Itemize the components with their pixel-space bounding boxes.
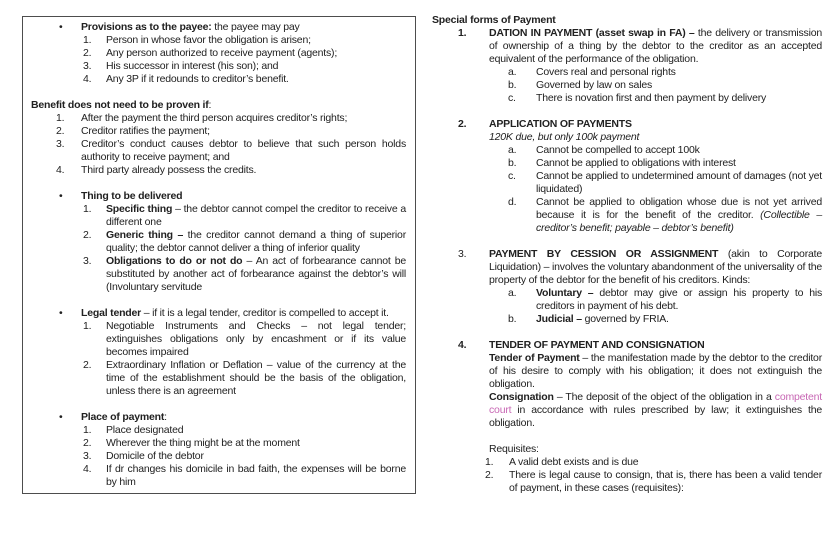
text-run: Cannot be compelled to accept 100k	[536, 144, 700, 156]
list-marker: b.	[508, 79, 517, 91]
list-marker: 4.	[83, 463, 92, 475]
list-marker: 4.	[458, 339, 467, 351]
list-item	[23, 125, 415, 138]
list-marker: 1.	[83, 34, 92, 46]
list-marker: 3.	[83, 450, 92, 462]
text-run: Creditor ratifies the payment;	[81, 125, 210, 137]
list-item	[23, 424, 415, 437]
text-run: – if it is a legal tender, creditor is compelled to accept it.	[141, 307, 389, 319]
item-text	[106, 463, 406, 488]
text-run: Cannot be applied to obligations with interest	[536, 157, 736, 169]
item-text	[81, 112, 347, 124]
list-item	[432, 339, 822, 352]
item-text	[81, 125, 210, 137]
text-run: governed by FRIA.	[581, 313, 669, 325]
text-run: Covers real and personal rights	[536, 66, 676, 78]
text-run: Special forms of Payment	[432, 14, 556, 26]
item-text	[81, 21, 300, 33]
list-item	[23, 463, 415, 489]
list-item	[23, 60, 415, 73]
item-text	[536, 157, 736, 169]
item-text	[106, 34, 311, 46]
list-item	[432, 79, 822, 92]
text-run: Governed by law on sales	[536, 79, 653, 91]
list-marker: c.	[508, 92, 516, 104]
bullet-icon: •	[59, 21, 63, 33]
blank-line	[23, 294, 415, 307]
text-run: Obligations to do or not do	[106, 255, 243, 267]
item-text	[106, 320, 406, 358]
text-run: the creditor cannot demand a thing of superior quality; the debtor cannot deliver a thing of inferior quality	[106, 229, 406, 254]
text-run: Thing to be delivered	[81, 190, 183, 202]
list-marker: 4.	[83, 73, 92, 85]
list-marker: 2.	[83, 359, 92, 371]
text-run: Extraordinary Inflation or Deflation – value of the currency at the time of the establishment should be the basis of the obligation, unless there is an agreement	[106, 359, 406, 397]
list-marker: 2.	[485, 469, 494, 481]
list-marker: a.	[508, 144, 517, 156]
item-text	[106, 450, 204, 462]
blank-line	[432, 235, 822, 248]
right-column	[432, 14, 822, 495]
list-item	[23, 437, 415, 450]
item-text	[106, 60, 278, 72]
item-text	[106, 229, 406, 254]
list-item	[432, 118, 822, 131]
item-text	[536, 92, 766, 104]
text-run: A valid debt exists and is due	[509, 456, 639, 468]
text-run: His successor in interest (his son); and	[106, 60, 279, 72]
item-text	[509, 469, 822, 494]
list-marker: 2.	[83, 47, 92, 59]
list-item	[432, 287, 822, 313]
item-text	[489, 27, 822, 65]
text-run: – An act of forbearance cannot be substituted by another act of forbearance against the debtor’s will (Involuntary servitude	[106, 255, 407, 293]
text-run: – the manifestation made by the debtor to the creditor of his desire to comply with his obligation; it does not extinguish the obligation.	[489, 352, 822, 390]
text-run: Specific thing	[106, 203, 173, 215]
list-item	[432, 469, 822, 495]
list-marker: 3.	[458, 248, 467, 260]
item-text	[106, 47, 337, 59]
list-marker: b.	[508, 313, 517, 325]
list-marker: a.	[508, 66, 517, 78]
paragraph	[432, 131, 822, 144]
text-run: Person in whose favor the obligation is arisen;	[106, 34, 311, 46]
list-marker: c.	[508, 170, 516, 182]
list-marker: 1.	[56, 112, 65, 124]
list-item	[432, 66, 822, 79]
list-marker: 1.	[83, 424, 92, 436]
item-text	[106, 255, 406, 293]
text-run: Cannot be applied to obligation whose due is not yet arrived because it is for the benefit of the creditor.	[536, 196, 822, 221]
list-item	[432, 248, 822, 287]
list-marker: d.	[508, 196, 517, 208]
list-marker: 2.	[458, 118, 467, 130]
text-run: in accordance with rules prescribed by law; it extinguishes the obligation.	[489, 404, 822, 429]
text-run: Third party already possess the credits.	[81, 164, 257, 176]
paragraph	[432, 391, 822, 430]
paragraph	[432, 352, 822, 391]
item-text	[489, 352, 822, 390]
blank-line	[23, 177, 415, 190]
list-item	[432, 456, 822, 469]
item-text	[81, 411, 167, 423]
item-text	[81, 190, 182, 202]
text-run: (Collectible – creditor’s benefit; payable – debtor’s benefit)	[536, 209, 822, 234]
text-run: DATION IN PAYMENT (asset swap in FA) –	[489, 27, 695, 39]
list-item	[23, 73, 415, 86]
item-text	[106, 437, 300, 449]
item-text	[81, 164, 256, 176]
bullet-item	[23, 21, 415, 34]
text-run: Judicial –	[536, 313, 582, 325]
list-item	[432, 92, 822, 105]
text-run: There is legal cause to consign, that is, there has been a valid tender of payment, in these cases (requisites):	[509, 469, 822, 494]
list-item	[23, 229, 415, 255]
list-item	[432, 157, 822, 170]
text-run: APPLICATION OF PAYMENTS	[489, 118, 632, 130]
blank-line	[432, 430, 822, 443]
item-text	[489, 131, 639, 143]
list-marker: a.	[508, 287, 517, 299]
text-run: TENDER OF PAYMENT AND CONSIGNATION	[489, 339, 705, 351]
list-item	[23, 359, 415, 398]
text-run: Generic thing –	[106, 229, 184, 241]
item-text	[536, 66, 676, 78]
list-item	[23, 164, 415, 177]
list-item	[23, 34, 415, 47]
item-text	[106, 73, 289, 85]
item-text	[432, 14, 556, 26]
item-text	[489, 443, 539, 455]
bullet-icon: •	[59, 190, 63, 202]
list-item	[23, 47, 415, 60]
text-run: – The deposit of the object of the obligation in a	[553, 391, 775, 403]
text-run: Voluntary –	[536, 287, 594, 299]
list-marker: 2.	[83, 437, 92, 449]
text-run: Provisions as to the payee:	[81, 21, 212, 33]
text-run: If dr changes his domicile in bad faith, the expenses will be borne by him	[106, 463, 406, 488]
section-heading	[23, 99, 415, 112]
list-marker: 1.	[83, 320, 92, 332]
list-item	[432, 144, 822, 157]
item-text	[536, 79, 652, 91]
text-run: – the debtor cannot compel the creditor to receive a different one	[106, 203, 406, 228]
item-text	[81, 307, 389, 319]
list-marker: 1.	[83, 203, 92, 215]
bullet-item	[23, 307, 415, 320]
list-marker: 2.	[56, 125, 65, 137]
bullet-item	[23, 190, 415, 203]
section-heading	[432, 14, 822, 27]
item-text	[31, 99, 211, 111]
item-text	[536, 287, 822, 312]
blank-line	[432, 326, 822, 339]
item-text	[489, 391, 822, 429]
list-item	[23, 138, 415, 164]
item-text	[106, 359, 406, 397]
left-text-box	[22, 16, 416, 494]
item-text	[106, 203, 406, 228]
text-run: competent court	[489, 391, 822, 416]
list-item	[23, 255, 415, 294]
item-text	[489, 339, 704, 351]
blank-line	[432, 105, 822, 118]
text-run: :	[164, 411, 167, 423]
text-run: Tender of Payment	[489, 352, 580, 364]
bullet-item	[23, 411, 415, 424]
text-run: Requisites:	[489, 443, 539, 455]
list-marker: 3.	[83, 255, 92, 267]
text-run: the payee may pay	[211, 21, 300, 33]
text-run: Consignation	[489, 391, 554, 403]
text-run: Place of payment	[81, 411, 165, 423]
bullet-icon: •	[59, 411, 63, 423]
list-marker: 2.	[83, 229, 92, 241]
text-run: Wherever the thing might be at the moment	[106, 437, 300, 449]
text-run: (akin to Corporate Liquidation) – involves the voluntary abandonment of the universality of the property of the debtor for the benefit of his creditors. Kinds:	[489, 248, 822, 286]
item-text	[489, 118, 632, 130]
list-marker: 1.	[485, 456, 494, 468]
item-text	[536, 170, 822, 195]
text-run: Place designated	[106, 424, 184, 436]
text-run: Creditor’s conduct causes debtor to believe that such person holds authority to receive payment; and	[81, 138, 406, 163]
blank-line	[23, 398, 415, 411]
text-run: Benefit does not need to be proven if	[31, 99, 209, 111]
list-item	[23, 203, 415, 229]
list-marker: 1.	[458, 27, 467, 39]
item-text	[81, 138, 406, 163]
list-item	[432, 27, 822, 66]
text-run: After the payment the third person acquires creditor’s rights;	[81, 112, 348, 124]
list-item	[23, 450, 415, 463]
item-text	[536, 313, 669, 325]
text-run: 120K due, but only 100k payment	[489, 131, 640, 143]
item-text	[509, 456, 638, 468]
list-item	[432, 313, 822, 326]
list-marker: b.	[508, 157, 517, 169]
list-item	[23, 320, 415, 359]
list-item	[23, 112, 415, 125]
list-marker: 4.	[56, 164, 65, 176]
list-item	[432, 170, 822, 196]
text-run: Any person authorized to receive payment (agents);	[106, 47, 338, 59]
item-text	[106, 424, 183, 436]
text-run: debtor may give or assign his property to his creditors in payment of his debt.	[536, 287, 823, 312]
item-text	[536, 196, 822, 234]
list-marker: 3.	[56, 138, 65, 150]
text-run: Legal tender	[81, 307, 142, 319]
text-run: Cannot be applied to undetermined amount of damages (not yet liquidated)	[536, 170, 822, 195]
text-run: Negotiable Instruments and Checks – not legal tender; extinguishes obligations only by encashment or if its value becomes impaired	[106, 320, 406, 358]
text-run: :	[208, 99, 212, 111]
bullet-icon: •	[59, 307, 63, 319]
blank-line	[23, 86, 415, 99]
item-text	[536, 144, 700, 156]
item-text	[489, 248, 822, 286]
text-run: There is novation first and then payment by delivery	[536, 92, 767, 104]
text-run: PAYMENT BY CESSION OR ASSIGNMENT	[489, 248, 719, 260]
paragraph	[432, 443, 822, 456]
text-run: Domicile of the debtor	[106, 450, 204, 462]
list-item	[432, 196, 822, 235]
text-run: the delivery or transmission of ownership of a thing by the debtor to the creditor as an accepted equivalent of the performance of the obligation.	[489, 27, 823, 65]
text-run: Any 3P if it redounds to creditor’s benefit.	[106, 73, 289, 85]
list-marker: 3.	[83, 60, 92, 72]
